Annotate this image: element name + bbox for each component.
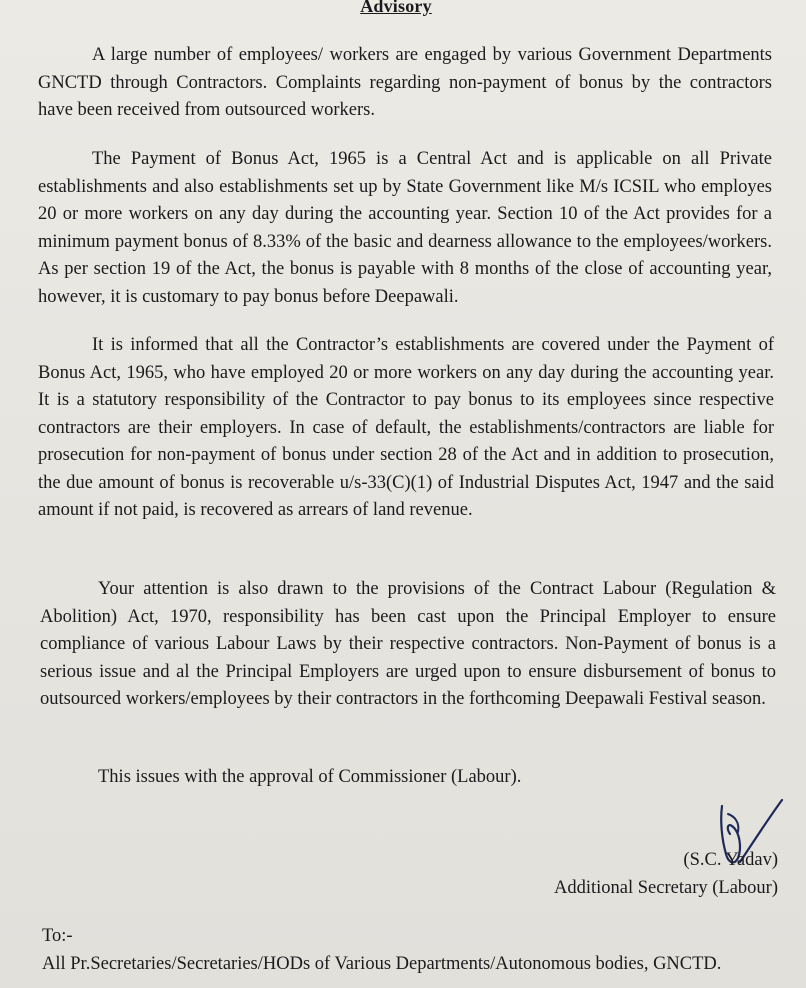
- paragraph-2: The Payment of Bonus Act, 1965 is a Central Act and is applicable on all Private establishments and also establishments set up by State Government like M/s ICSIL who employes 20 or more workers on any day during the accounting year. Section 10 of the Act provides for a minimum payment bonus of 8.33% of the basic and dearness allowance to the employees/workers. As per section 19 of the Act, the bonus is payable with 8 months of the close of accounting year, however, it is customary to pay bonus before Deepawali.: [38, 149, 772, 307]
- recipients-line: All Pr.Secretaries/Secretaries/HODs of Various Departments/Autonomous bodies, GNCTD.: [42, 954, 722, 974]
- paragraph-3: It is informed that all the Contractor’s establishments are covered under the Payment of Bonus Act, 1965, who have employed 20 or more workers on any day during the accounting year. It is a statutory responsibility of the Contractor to pay bonus to its employees since respective contractors are their employers. In case of default, the establishments/contractors are liable for prosecution for non-payment of bonus under section 28 of the Act and in addition to prosecution, the due amount of bonus is recoverable u/s-33(C)(1) of Industrial Disputes Act, 1947 and the said amount if not paid, is recovered as arrears of land revenue.: [38, 335, 774, 520]
- document-title: Advisory: [360, 0, 432, 16]
- to-label: To:-: [42, 926, 73, 946]
- approval-note: This issues with the approval of Commissioner (Labour).: [98, 767, 522, 787]
- paragraph-4: Your attention is also drawn to the provisions of the Contract Labour (Regulation & Abolition) Act, 1970, responsibility has been cast upon the Principal Employer to ensure compliance of various Labour Laws by their respective contractors. Non-Payment of bonus is a serious issue and al the Principal Employers are urged upon to ensure disbursement of bonus to outsourced workers/employees by their contractors in the forthcoming Deepawali Festival season.: [40, 579, 776, 709]
- signatory-name: (S.C. Yadav): [683, 850, 778, 870]
- paragraph-1: A large number of employees/ workers are engaged by various Government Departments GNCTD through Contractors. Complaints regarding non-payment of bonus by the contractors have been received from outsourced workers.: [38, 45, 772, 120]
- signatory-designation: Additional Secretary (Labour): [554, 878, 778, 898]
